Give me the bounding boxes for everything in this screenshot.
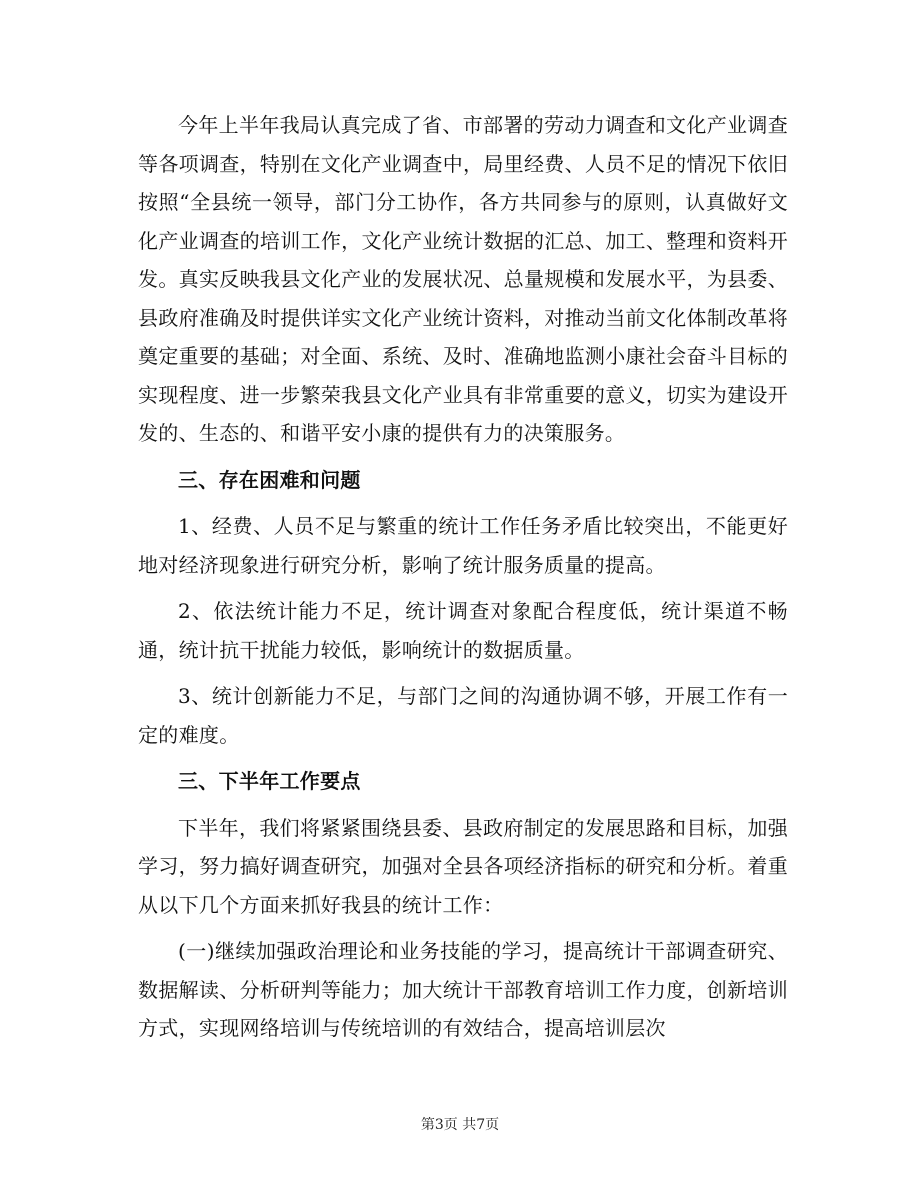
heading-difficulties: 三、存在困难和问题 bbox=[178, 467, 361, 492]
paragraph-second-half: 下半年，我们将紧紧围绕县委、县政府制定的发展思路和目标，加强学习，努力搞好调查研究，加强对全县各项经济指标的研究和分析。着重从以下几个方面来抓好我县的统计工作： bbox=[138, 815, 788, 917]
page-number: 第3页 共7页 bbox=[420, 1117, 500, 1133]
paragraph-gap bbox=[138, 584, 788, 592]
paragraph-problem-2: 2、依法统计能力不足，统计调查对象配合程度低，统计渠道不畅通，统计抗干扰能力较低，影响统计的数据质量。 bbox=[138, 599, 788, 662]
paragraph-gap bbox=[138, 924, 788, 932]
paragraph-problem-1: 1、经费、人员不足与繁重的统计工作任务矛盾比较突出，不能更好地对经济现象进行研究分析，影响了统计服务质量的提高。 bbox=[138, 514, 788, 577]
paragraph-gap bbox=[138, 499, 788, 507]
heading-work-points: 三、下半年工作要点 bbox=[178, 769, 361, 793]
paragraph-gap bbox=[138, 754, 788, 762]
paragraph-survey-work: 今年上半年我局认真完成了省、市部署的劳动力调查和文化产业调查等各项调查，特别在文化产业调查中，局里经费、人员不足的情况下依旧按照“全县统一领导，部门分工协作，各方共同参与的原则，认真做好文化产业调查的培训工作，文化产业统计数据的汇总、加工、整理和资料开发。真实反映我县文化产业的发展状况、总量规模和发展水平，为县委、县政府准确及时提供详实文化产业统计资料，对推动当前文化体制改革将奠定重要的基础；对全面、系统、及时、准确地监测小康社会奋斗目标的实现程度、进一步繁荣我县文化产业具有非常重要的意义，切实为建设开发的、生态的、和谐平安小康的提供有力的决策服务。 bbox=[138, 113, 788, 445]
paragraph-problem-3: 3、统计创新能力不足，与部门之间的沟通协调不够，开展工作有一定的难度。 bbox=[138, 684, 788, 747]
document-body bbox=[138, 106, 788, 1048]
paragraph-gap bbox=[138, 801, 788, 809]
paragraph-gap bbox=[138, 669, 788, 677]
paragraph-item-1: (一)继续加强政治理论和业务技能的学习，提高统计干部调查研究、数据解读、分析研判等能力；加大统计干部教育培训工作力度，创新培训方式，实现网络培训与传统培训的有效结合，提高培训层次 bbox=[138, 939, 788, 1040]
paragraph-gap bbox=[138, 453, 788, 461]
